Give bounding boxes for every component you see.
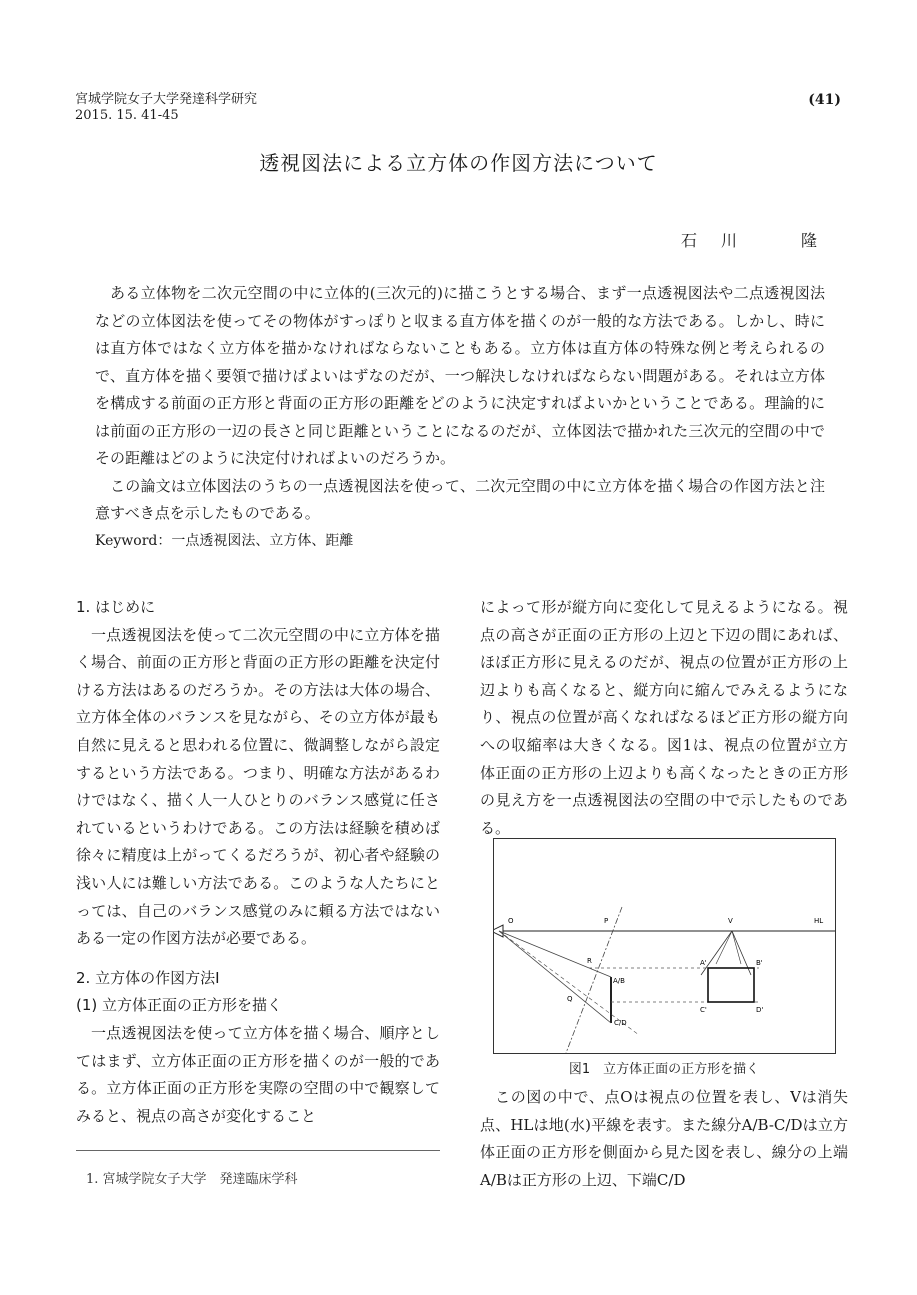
figure-caption: 図1 立方体正面の正方形を描く xyxy=(568,1062,760,1077)
label-b-prime: B' xyxy=(756,959,763,967)
label-hl: HL xyxy=(814,917,824,925)
author-name: 石川 隆 xyxy=(680,231,841,250)
body-paragraph: 一点透視図法を使って立方体を描く場合、順序としてはまず、立方体正面の正方形を描くのが一般的である。立方体正面の正方形を実際の空間の中で観察してみると、視点の高さが変化すること xyxy=(76,1023,440,1125)
label-v: V xyxy=(728,917,733,925)
journal-volume: 2015. 15. 41-45 xyxy=(75,108,179,123)
label-r: R xyxy=(587,957,592,965)
label-c-prime: C' xyxy=(700,1006,707,1014)
footnote: 1. 宮城学院女子大学 発達臨床学科 xyxy=(86,1172,298,1187)
subsection-heading: (1) 立方体正面の正方形を描く xyxy=(76,996,283,1015)
left-column xyxy=(76,594,440,1130)
journal-name: 宮城学院女子大学発達科学研究 xyxy=(75,92,258,107)
body-paragraph: によって形が縦方向に変化して見えるようになる。視点の高さが正面の正方形の上辺と下辺の間にあれば、ほぼ正方形に見えるのだが、視点の位置が正方形の上辺よりも高くなると、縦方向に縮んでみえるようになり、視点の位置が高くなればなるほど正方形の縦方向への収縮率は大きくなる。図1は、視点の位置が立方体正面の正方形の上辺よりも高くなったときの正方形の見え方を一点透視図法の空間の中で示したものである。 xyxy=(480,598,848,837)
abstract-paragraph: ある立体物を二次元空間の中に立体的(三次元的)に描こうとする場合、まず一点透視図法や二点透視図法などの立体図法を使ってその物体がすっぽりと収まる直方体を描くのが一般的な方法である。しかし、時には直方体ではなく立方体を描かなければならないこともある。立方体は直方体の特殊な例と考えられるので、直方体を描く要領で描けばよいはずなのだが、一つ解決しなければならない問題がある。それは立方体を構成する前面の正方形と背面の正方形の距離をどのように決定すればよいかということである。理論的には前面の正方形の一辺の長さと同じ距離ということになるのだが、立体図法で描かれた三次元的空間の中でその距離はどのように決定付ければよいのだろうか。 xyxy=(95,284,825,467)
label-cd: C/D xyxy=(614,1019,627,1027)
abstract-paragraph: この論文は立体図法のうちの一点透視図法を使って、二次元空間の中に立方体を描く場合の作図方法と注意すべき点を示したものである。 xyxy=(95,476,825,522)
label-ab: A/B xyxy=(613,977,625,985)
abstract xyxy=(95,280,825,528)
perspective-diagram xyxy=(494,839,835,1053)
vanishing-line xyxy=(732,931,741,964)
label-p: P xyxy=(604,917,609,925)
right-column-continued xyxy=(480,1084,848,1194)
body-paragraph: 一点透視図法を使って二次元空間の中に立方体を描く場合、前面の正方形と背面の正方形の距離を決定付ける方法はあるのだろうか。その方法は大体の場合、立方体全体のバランスを見ながら、その立方体が最も自然に見えると思われる位置に、微調整しながら設定するという方法である。つまり、明確な方法があるわけではなく、描く人一人ひとりのバランス感覚に任されているというわけである。この方法は経験を積めば徐々に精度は上がってくるだろうが、初心者や経験の浅い人には難しい方法である。このような人たちにとっては、自己のバランス感覚のみに頼る方法ではないある一定の作図方法が必要である。 xyxy=(76,625,440,948)
figure-1 xyxy=(493,838,836,1054)
label-o: O xyxy=(508,917,514,925)
right-column xyxy=(480,594,848,842)
footnote-rule xyxy=(76,1150,440,1151)
section-heading: 1. はじめに xyxy=(76,598,156,616)
paper-title: 透視図法による立方体の作図方法について xyxy=(259,151,658,175)
page-number: (41) xyxy=(808,92,841,108)
eye-icon xyxy=(494,925,503,937)
front-square xyxy=(708,968,754,1002)
sight-line xyxy=(499,931,611,977)
label-q: Q xyxy=(567,995,573,1003)
label-d-prime: D' xyxy=(756,1006,764,1014)
section-heading: 2. 立方体の作図方法Ⅰ xyxy=(76,968,220,987)
keywords: Keyword：一点透視図法、立方体、距離 xyxy=(95,533,354,549)
label-a-prime: A' xyxy=(700,959,707,967)
sight-line xyxy=(499,931,611,1023)
body-paragraph: この図の中で、点Oは視点の位置を表し、Vは消失点、HLは地(水)平線を表す。また線分A/B-C/Dは立方体正面の正方形を側面から見た図を表し、線分の上端A/Bは正方形の上辺、下端C/D xyxy=(480,1088,848,1189)
vanishing-line xyxy=(716,931,732,964)
